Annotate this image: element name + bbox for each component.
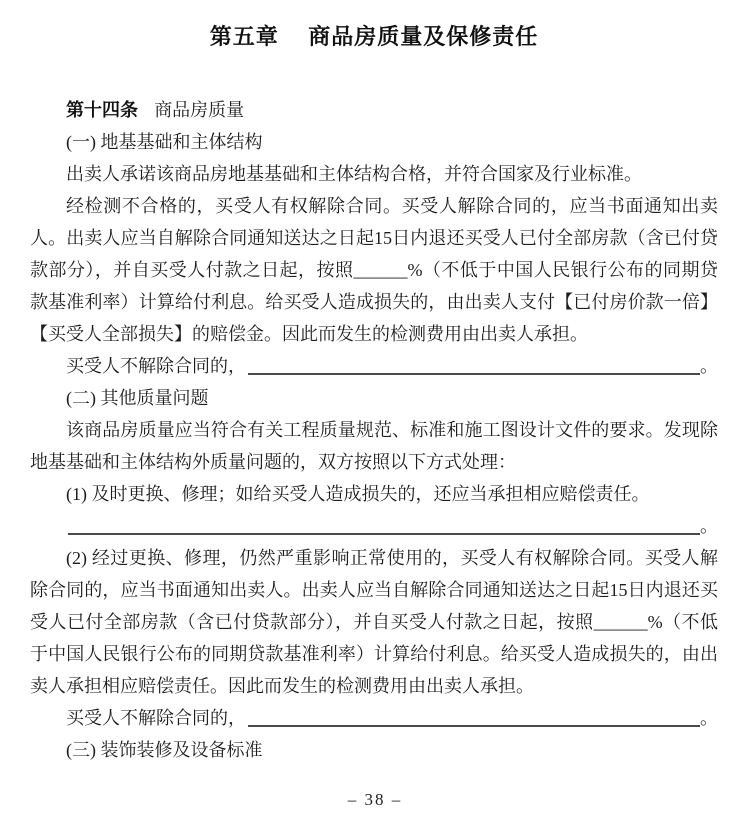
blank-underline: [248, 350, 700, 375]
section-1-heading: (一) 地基基础和主体结构: [66, 132, 263, 152]
blank-line-suffix: 。: [700, 516, 718, 536]
section-1-paragraph-1: 出卖人承诺该商品房地基基础和主体结构合格，并符合国家及行业标准。: [66, 164, 642, 184]
section-1-paragraph-2: 经检测不合格的，买受人有权解除合同。买受人解除合同的，应当书面通知出卖人。出卖人应当自解除合同通知送达之日起15日内退还买受人已付全部房款（含已付贷款部分），并自买受人付款之日起，按照______%（不低于中国人民银行公布的同期贷款基准利率）计算给付利息。给买受人造成损失的，由出卖人支付【已付房价款一倍】【买受人全部损失】的赔偿金。因此而发生的检测费用由出卖人承担。: [30, 196, 718, 344]
chapter-title: 第五章 商品房质量及保修责任: [209, 24, 539, 49]
no-rescind-prefix: 买受人不解除合同的，: [66, 708, 246, 728]
blank-underline: [68, 510, 700, 535]
section-1-no-rescind-line: [30, 350, 718, 382]
no-rescind-suffix: 。: [700, 356, 718, 376]
section-2-heading: (二) 其他质量问题: [66, 388, 209, 408]
section-2-item-2: (2) 经过更换、修理，仍然严重影响正常使用的，买受人有权解除合同。买受人解除合同的，应当书面通知出卖人。出卖人应当自解除合同通知送达之日起15日内退还买受人已付全部房款（含已付贷款部分），并自买受人付款之日起，按照______%（不低于中国人民银行公布的同期贷款基准利率）计算给付利息。给买受人造成损失的，由出卖人承担相应赔偿责任。因此而发生的检测费用由出卖人承担。: [30, 548, 718, 696]
page-number: – 38 –: [347, 790, 403, 809]
article-heading: [30, 94, 718, 126]
no-rescind-suffix: 。: [700, 708, 718, 728]
article-number: 第十四条: [66, 100, 138, 120]
article-title: 商品房质量: [154, 100, 245, 120]
section-3-heading: (三) 装饰装修及设备标准: [66, 740, 263, 760]
section-2-paragraph-1: 该商品房质量应当符合有关工程质量规范、标准和施工图设计文件的要求。发现除地基基础和主体结构外质量问题的，双方按照以下方式处理：: [30, 420, 718, 472]
section-2-blank-line: [30, 510, 718, 542]
blank-underline: [248, 702, 700, 727]
no-rescind-prefix: 买受人不解除合同的，: [66, 356, 246, 376]
section-2-item-1: (1) 及时更换、修理；如给买受人造成损失的，还应当承担相应赔偿责任。: [66, 484, 650, 504]
document-body: [30, 94, 718, 766]
section-2-no-rescind-line: [30, 702, 718, 734]
